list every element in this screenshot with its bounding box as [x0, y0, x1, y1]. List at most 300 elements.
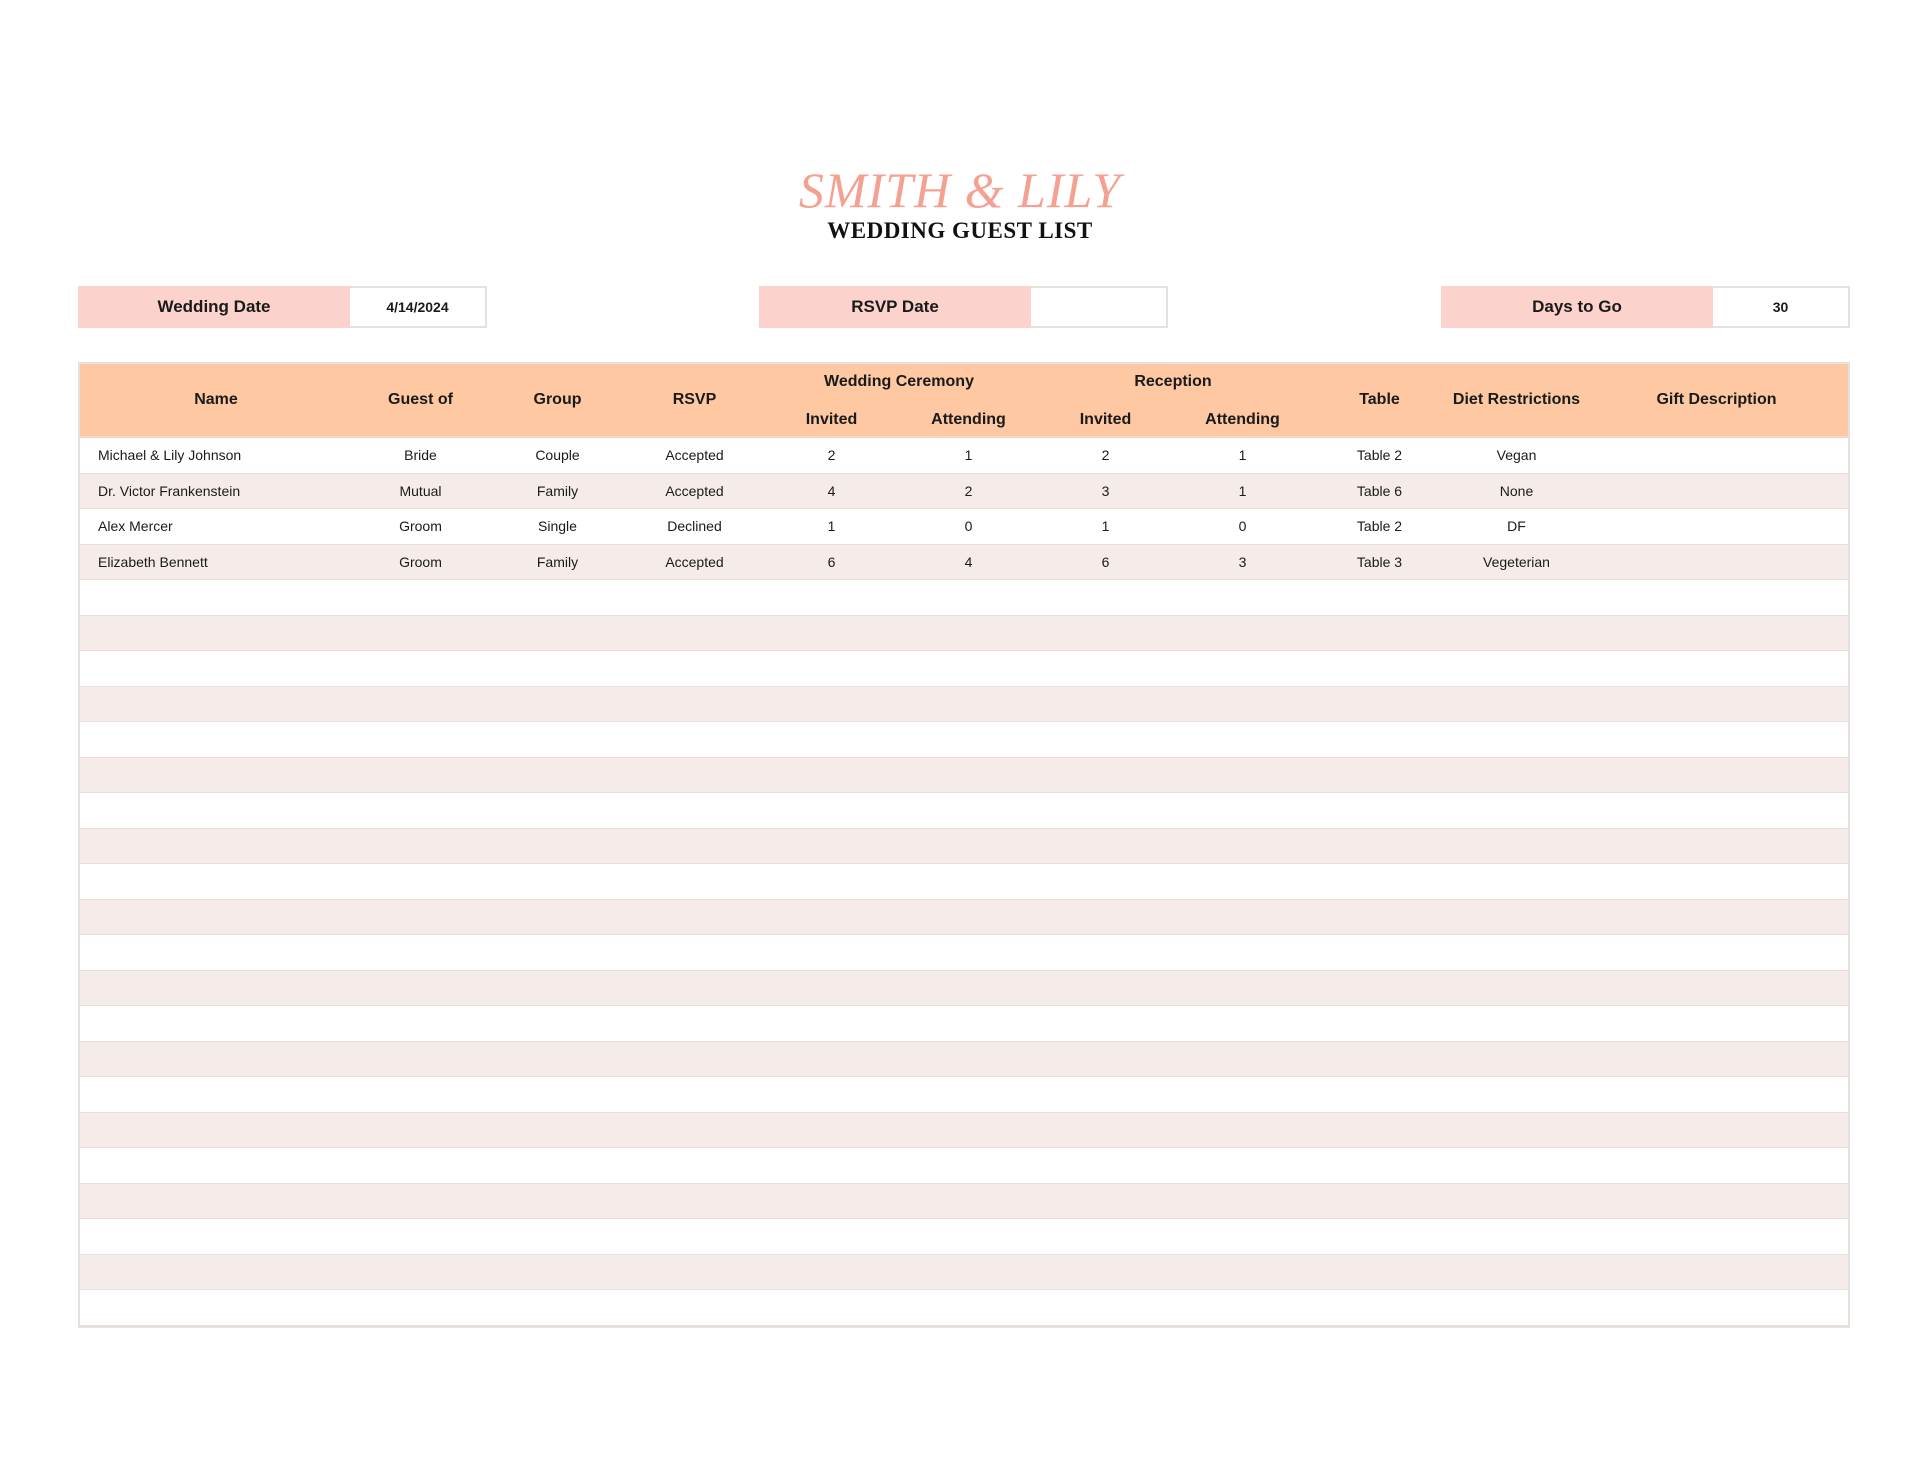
cell-guest-of[interactable]: [352, 829, 489, 863]
cell-guest-of[interactable]: Mutual: [399, 482, 442, 499]
cell-name[interactable]: [98, 1113, 352, 1147]
cell-gift[interactable]: [1585, 793, 1848, 827]
cell-cer-att[interactable]: [900, 1148, 1037, 1182]
cell-gift[interactable]: [1585, 474, 1848, 508]
cell-rsvp[interactable]: [626, 1219, 763, 1253]
cell-group[interactable]: [489, 1219, 626, 1253]
cell-guest-of[interactable]: [352, 793, 489, 827]
cell-rsvp[interactable]: [626, 900, 763, 934]
cell-table[interactable]: [1311, 829, 1448, 863]
table-row: [80, 758, 1848, 794]
cell-group[interactable]: [489, 971, 626, 1005]
cell-name[interactable]: [98, 651, 352, 685]
cell-gift[interactable]: [1585, 1184, 1848, 1218]
cell-name[interactable]: [98, 1219, 352, 1253]
cell-gift[interactable]: [1585, 651, 1848, 685]
cell-name[interactable]: [98, 793, 352, 827]
cell-diet[interactable]: [1448, 935, 1585, 969]
cell-cer-inv[interactable]: [763, 758, 900, 792]
table-row: [80, 545, 1848, 581]
cell-rec-inv[interactable]: 6: [1101, 553, 1110, 570]
table-row: [80, 509, 1848, 545]
cell-rsvp[interactable]: [626, 616, 763, 650]
cell-diet[interactable]: [1448, 1184, 1585, 1218]
cell-rec-att[interactable]: [1174, 616, 1311, 650]
cell-cer-att[interactable]: [900, 1006, 1037, 1040]
cell-table[interactable]: Table 2: [1356, 447, 1403, 463]
cell-guest-of[interactable]: [352, 1184, 489, 1218]
cell-gift[interactable]: [1585, 1290, 1848, 1324]
cell-diet[interactable]: [1448, 1042, 1585, 1076]
cell-cer-att[interactable]: [900, 1255, 1037, 1289]
table-row: [80, 1255, 1848, 1291]
cell-diet[interactable]: [1448, 1006, 1585, 1040]
cell-gift[interactable]: [1585, 1042, 1848, 1076]
cell-guest-of[interactable]: [352, 1113, 489, 1147]
cell-rec-inv[interactable]: [1037, 1184, 1174, 1218]
cell-cer-att[interactable]: [900, 1184, 1037, 1218]
cell-rsvp[interactable]: [626, 1148, 763, 1182]
wedding-date-value[interactable]: 4/14/2024: [350, 286, 487, 328]
cell-rsvp[interactable]: Accepted: [665, 447, 724, 463]
cell-cer-att[interactable]: [900, 1113, 1037, 1147]
cell-group[interactable]: [489, 1077, 626, 1111]
cell-group[interactable]: [489, 616, 626, 650]
cell-table[interactable]: [1311, 1042, 1448, 1076]
cell-gift[interactable]: [1585, 545, 1848, 579]
wedding-date-label: Wedding Date: [78, 286, 350, 328]
cell-diet[interactable]: DF: [1507, 518, 1526, 534]
cell-guest-of[interactable]: [352, 722, 489, 756]
cell-rec-inv[interactable]: 1: [1101, 518, 1110, 534]
cell-cer-att[interactable]: [900, 900, 1037, 934]
cell-diet[interactable]: [1448, 1255, 1585, 1289]
cell-diet[interactable]: Vegan: [1496, 447, 1537, 463]
cell-guest-of[interactable]: [352, 651, 489, 685]
cell-cer-inv[interactable]: [763, 864, 900, 898]
cell-rsvp[interactable]: [626, 580, 763, 614]
cell-cer-att[interactable]: [900, 616, 1037, 650]
table-header: [80, 364, 1848, 438]
cell-rsvp[interactable]: Declined: [667, 518, 722, 534]
cell-gift[interactable]: [1585, 971, 1848, 1005]
header-ceremony-attending: Attending: [931, 411, 1006, 428]
cell-table[interactable]: [1311, 1148, 1448, 1182]
cell-rsvp[interactable]: [626, 971, 763, 1005]
cell-cer-inv[interactable]: [763, 616, 900, 650]
cell-rec-att[interactable]: [1174, 900, 1311, 934]
cell-group[interactable]: [489, 1113, 626, 1147]
cell-cer-att[interactable]: [900, 864, 1037, 898]
cell-cer-att[interactable]: [900, 793, 1037, 827]
table-row: [80, 1184, 1848, 1220]
cell-diet[interactable]: [1448, 722, 1585, 756]
cell-diet[interactable]: [1448, 758, 1585, 792]
cell-rsvp[interactable]: [626, 1113, 763, 1147]
cell-table[interactable]: [1311, 1077, 1448, 1111]
cell-group[interactable]: [489, 1290, 626, 1324]
cell-table[interactable]: [1311, 864, 1448, 898]
cell-group[interactable]: [489, 1255, 626, 1289]
cell-name[interactable]: [98, 1077, 352, 1111]
cell-cer-inv[interactable]: [763, 1113, 900, 1147]
cell-rec-inv[interactable]: [1037, 971, 1174, 1005]
cell-gift[interactable]: [1585, 1113, 1848, 1147]
cell-table[interactable]: Table 3: [1356, 553, 1403, 570]
cell-cer-inv[interactable]: [763, 793, 900, 827]
cell-guest-of[interactable]: [352, 580, 489, 614]
cell-gift[interactable]: [1585, 1077, 1848, 1111]
cell-diet[interactable]: [1448, 616, 1585, 650]
cell-cer-inv[interactable]: [763, 1077, 900, 1111]
cell-diet[interactable]: [1448, 829, 1585, 863]
cell-gift[interactable]: [1585, 687, 1848, 721]
cell-group[interactable]: [489, 580, 626, 614]
cell-cer-att[interactable]: [900, 722, 1037, 756]
cell-gift[interactable]: [1585, 438, 1848, 472]
cell-rec-inv[interactable]: 3: [1101, 482, 1110, 499]
cell-diet[interactable]: [1448, 687, 1585, 721]
cell-cer-inv[interactable]: [763, 1184, 900, 1218]
cell-table[interactable]: Table 6: [1356, 482, 1403, 499]
cell-diet[interactable]: [1448, 1148, 1585, 1182]
cell-name[interactable]: [98, 616, 352, 650]
cell-name[interactable]: [98, 758, 352, 792]
cell-cer-att[interactable]: [900, 829, 1037, 863]
cell-rec-inv[interactable]: [1037, 616, 1174, 650]
cell-group[interactable]: [489, 935, 626, 969]
cell-guest-of[interactable]: [352, 616, 489, 650]
cell-rec-inv[interactable]: [1037, 829, 1174, 863]
cell-guest-of[interactable]: Bride: [404, 447, 437, 463]
cell-cer-inv[interactable]: [763, 687, 900, 721]
header-ceremony-invited: Invited: [805, 411, 858, 428]
cell-gift[interactable]: [1585, 1148, 1848, 1182]
cell-name[interactable]: Alex Mercer: [98, 518, 173, 534]
cell-gift[interactable]: [1585, 829, 1848, 863]
cell-name[interactable]: [98, 864, 352, 898]
cell-cer-inv[interactable]: [763, 1148, 900, 1182]
cell-table[interactable]: Table 2: [1356, 518, 1403, 534]
cell-rsvp[interactable]: [626, 1290, 763, 1324]
cell-gift[interactable]: [1585, 758, 1848, 792]
cell-table[interactable]: [1311, 580, 1448, 614]
cell-rec-att[interactable]: 0: [1238, 518, 1247, 534]
cell-rec-att[interactable]: [1174, 829, 1311, 863]
cell-rec-att[interactable]: [1174, 1113, 1311, 1147]
cell-rsvp[interactable]: [626, 1042, 763, 1076]
cell-cer-att[interactable]: [900, 580, 1037, 614]
cell-cer-inv[interactable]: 1: [827, 518, 836, 534]
cell-group[interactable]: Single: [538, 518, 577, 534]
cell-rsvp[interactable]: Accepted: [665, 553, 724, 570]
cell-name[interactable]: [98, 971, 352, 1005]
cell-group[interactable]: Family: [536, 553, 579, 570]
cell-guest-of[interactable]: [352, 971, 489, 1005]
cell-guest-of[interactable]: Groom: [399, 518, 442, 534]
cell-group[interactable]: Couple: [535, 447, 580, 463]
cell-cer-att[interactable]: [900, 687, 1037, 721]
cell-rsvp[interactable]: [626, 1077, 763, 1111]
cell-diet[interactable]: [1448, 971, 1585, 1005]
cell-group[interactable]: [489, 829, 626, 863]
cell-rec-att[interactable]: [1174, 722, 1311, 756]
cell-rec-inv[interactable]: [1037, 1148, 1174, 1182]
cell-rsvp[interactable]: [626, 1184, 763, 1218]
cell-table[interactable]: [1311, 1219, 1448, 1253]
cell-guest-of[interactable]: [352, 758, 489, 792]
cell-table[interactable]: [1311, 651, 1448, 685]
cell-cer-inv[interactable]: [763, 935, 900, 969]
cell-name[interactable]: Dr. Victor Frankenstein: [98, 482, 241, 499]
cell-gift[interactable]: [1585, 1006, 1848, 1040]
rsvp-date-value[interactable]: [1031, 286, 1168, 328]
cell-table[interactable]: [1311, 1006, 1448, 1040]
cell-guest-of[interactable]: [352, 1077, 489, 1111]
table-row: [80, 438, 1848, 474]
cell-rec-inv[interactable]: [1037, 580, 1174, 614]
cell-cer-inv[interactable]: 4: [827, 482, 836, 499]
cell-cer-inv[interactable]: [763, 722, 900, 756]
header-group: Group: [533, 391, 582, 408]
page-subtitle: WEDDING GUEST LIST: [827, 218, 1093, 243]
cell-rec-inv[interactable]: [1037, 1290, 1174, 1324]
cell-rec-att[interactable]: [1174, 651, 1311, 685]
cell-diet[interactable]: [1448, 1219, 1585, 1253]
cell-table[interactable]: [1311, 900, 1448, 934]
cell-rec-inv[interactable]: [1037, 1255, 1174, 1289]
cell-rsvp[interactable]: [626, 829, 763, 863]
cell-gift[interactable]: [1585, 722, 1848, 756]
cell-rec-inv[interactable]: [1037, 1077, 1174, 1111]
cell-cer-inv[interactable]: [763, 1219, 900, 1253]
cell-group[interactable]: [489, 758, 626, 792]
cell-cer-att[interactable]: 2: [964, 482, 973, 499]
cell-rec-inv[interactable]: [1037, 687, 1174, 721]
cell-rec-inv[interactable]: [1037, 864, 1174, 898]
cell-diet[interactable]: Vegeterian: [1483, 553, 1550, 570]
cell-table[interactable]: [1311, 1184, 1448, 1218]
cell-rec-inv[interactable]: [1037, 935, 1174, 969]
cell-guest-of[interactable]: [352, 1148, 489, 1182]
cell-rsvp[interactable]: [626, 651, 763, 685]
header-wedding-ceremony: Wedding Ceremony: [824, 373, 974, 390]
cell-rec-att[interactable]: [1174, 687, 1311, 721]
cell-table[interactable]: [1311, 758, 1448, 792]
cell-cer-att[interactable]: [900, 651, 1037, 685]
cell-rec-inv[interactable]: [1037, 1006, 1174, 1040]
cell-cer-inv[interactable]: [763, 1006, 900, 1040]
cell-name[interactable]: [98, 1006, 352, 1040]
cell-rsvp[interactable]: [626, 935, 763, 969]
cell-rec-inv[interactable]: [1037, 722, 1174, 756]
header-reception-invited: Invited: [1079, 411, 1132, 428]
cell-cer-att[interactable]: [900, 1077, 1037, 1111]
cell-rec-att[interactable]: [1174, 580, 1311, 614]
table-row: [80, 687, 1848, 723]
cell-rsvp[interactable]: Accepted: [665, 482, 724, 499]
cell-group[interactable]: Family: [536, 482, 579, 499]
cell-cer-att[interactable]: [900, 1290, 1037, 1324]
cell-gift[interactable]: [1585, 580, 1848, 614]
cell-table[interactable]: [1311, 793, 1448, 827]
cell-group[interactable]: [489, 651, 626, 685]
cell-gift[interactable]: [1585, 935, 1848, 969]
cell-guest-of[interactable]: [352, 900, 489, 934]
rsvp-date-box: [759, 286, 1168, 328]
cell-group[interactable]: [489, 864, 626, 898]
cell-cer-inv[interactable]: [763, 1255, 900, 1289]
cell-cer-att[interactable]: 1: [964, 447, 973, 463]
cell-name[interactable]: [98, 580, 352, 614]
cell-diet[interactable]: [1448, 900, 1585, 934]
cell-cer-inv[interactable]: [763, 651, 900, 685]
cell-cer-inv[interactable]: [763, 580, 900, 614]
cell-rec-att[interactable]: [1174, 1290, 1311, 1324]
cell-diet[interactable]: [1448, 651, 1585, 685]
cell-rec-inv[interactable]: [1037, 1113, 1174, 1147]
cell-rec-att[interactable]: [1174, 1184, 1311, 1218]
cell-rec-att[interactable]: [1174, 758, 1311, 792]
cell-name[interactable]: Michael & Lily Johnson: [98, 447, 242, 463]
cell-table[interactable]: [1311, 1255, 1448, 1289]
cell-table[interactable]: [1311, 935, 1448, 969]
cell-rec-att[interactable]: [1174, 864, 1311, 898]
cell-group[interactable]: [489, 1184, 626, 1218]
cell-rec-att[interactable]: 1: [1238, 482, 1247, 499]
cell-rec-att[interactable]: [1174, 1042, 1311, 1076]
cell-group[interactable]: [489, 1148, 626, 1182]
cell-table[interactable]: [1311, 971, 1448, 1005]
header-rsvp: RSVP: [672, 391, 717, 408]
cell-name[interactable]: Elizabeth Bennett: [98, 553, 208, 570]
cell-rsvp[interactable]: [626, 1006, 763, 1040]
cell-table[interactable]: [1311, 1113, 1448, 1147]
cell-guest-of[interactable]: [352, 1006, 489, 1040]
cell-rec-inv[interactable]: [1037, 651, 1174, 685]
cell-diet[interactable]: [1448, 864, 1585, 898]
cell-guest-of[interactable]: [352, 687, 489, 721]
cell-guest-of[interactable]: [352, 1290, 489, 1324]
cell-rsvp[interactable]: [626, 758, 763, 792]
cell-name[interactable]: [98, 1184, 352, 1218]
cell-rec-att[interactable]: [1174, 1219, 1311, 1253]
cell-guest-of[interactable]: [352, 1255, 489, 1289]
cell-cer-att[interactable]: 4: [964, 553, 973, 570]
cell-rec-att[interactable]: 1: [1238, 447, 1247, 463]
cell-rec-inv[interactable]: [1037, 1042, 1174, 1076]
cell-gift[interactable]: [1585, 1255, 1848, 1289]
cell-diet[interactable]: [1448, 580, 1585, 614]
cell-guest-of[interactable]: Groom: [399, 553, 442, 570]
cell-cer-inv[interactable]: [763, 1042, 900, 1076]
cell-name[interactable]: [98, 1290, 352, 1324]
cell-rec-inv[interactable]: [1037, 793, 1174, 827]
cell-cer-att[interactable]: [900, 935, 1037, 969]
table-row: [80, 1113, 1848, 1149]
cell-table[interactable]: [1311, 616, 1448, 650]
cell-diet[interactable]: [1448, 1113, 1585, 1147]
cell-guest-of[interactable]: [352, 1042, 489, 1076]
cell-rec-inv[interactable]: [1037, 1219, 1174, 1253]
cell-rsvp[interactable]: [626, 1255, 763, 1289]
cell-cer-att[interactable]: [900, 971, 1037, 1005]
cell-diet[interactable]: [1448, 1290, 1585, 1324]
cell-rec-att[interactable]: [1174, 1006, 1311, 1040]
cell-cer-att[interactable]: 0: [964, 518, 973, 534]
cell-cer-att[interactable]: [900, 758, 1037, 792]
cell-group[interactable]: [489, 687, 626, 721]
cell-diet[interactable]: [1448, 793, 1585, 827]
cell-cer-att[interactable]: [900, 1042, 1037, 1076]
cell-gift[interactable]: [1585, 864, 1848, 898]
cell-name[interactable]: [98, 1148, 352, 1182]
cell-rec-att[interactable]: 3: [1238, 553, 1247, 570]
cell-cer-inv[interactable]: [763, 971, 900, 1005]
cell-table[interactable]: [1311, 687, 1448, 721]
cell-table[interactable]: [1311, 1290, 1448, 1324]
cell-name[interactable]: [98, 900, 352, 934]
cell-rec-inv[interactable]: [1037, 900, 1174, 934]
cell-guest-of[interactable]: [352, 864, 489, 898]
cell-table[interactable]: [1311, 722, 1448, 756]
cell-rec-att[interactable]: [1174, 1148, 1311, 1182]
cell-name[interactable]: [98, 1042, 352, 1076]
cell-name[interactable]: [98, 1255, 352, 1289]
cell-group[interactable]: [489, 1006, 626, 1040]
cell-guest-of[interactable]: [352, 1219, 489, 1253]
cell-gift[interactable]: [1585, 509, 1848, 543]
cell-rec-inv[interactable]: [1037, 758, 1174, 792]
cell-cer-inv[interactable]: [763, 1290, 900, 1324]
cell-cer-inv[interactable]: 2: [827, 447, 836, 463]
cell-diet[interactable]: [1448, 1077, 1585, 1111]
cell-rec-att[interactable]: [1174, 971, 1311, 1005]
cell-group[interactable]: [489, 722, 626, 756]
table-row: [80, 1219, 1848, 1255]
cell-rec-att[interactable]: [1174, 935, 1311, 969]
cell-cer-inv[interactable]: [763, 900, 900, 934]
cell-gift[interactable]: [1585, 616, 1848, 650]
cell-name[interactable]: [98, 935, 352, 969]
cell-group[interactable]: [489, 900, 626, 934]
cell-cer-inv[interactable]: [763, 829, 900, 863]
cell-guest-of[interactable]: [352, 935, 489, 969]
days-to-go-value[interactable]: 30: [1713, 286, 1850, 328]
couple-title: SMITH & LILY: [798, 162, 1122, 218]
cell-name[interactable]: [98, 687, 352, 721]
cell-gift[interactable]: [1585, 900, 1848, 934]
cell-rec-inv[interactable]: 2: [1101, 447, 1110, 463]
table-row: [80, 722, 1848, 758]
cell-group[interactable]: [489, 793, 626, 827]
cell-group[interactable]: [489, 1042, 626, 1076]
cell-rec-att[interactable]: [1174, 793, 1311, 827]
cell-rec-att[interactable]: [1174, 1255, 1311, 1289]
cell-rsvp[interactable]: [626, 687, 763, 721]
cell-rsvp[interactable]: [626, 722, 763, 756]
cell-cer-inv[interactable]: 6: [827, 553, 836, 570]
cell-cer-att[interactable]: [900, 1219, 1037, 1253]
wedding-date-box: [78, 286, 487, 328]
cell-gift[interactable]: [1585, 1219, 1848, 1253]
cell-diet[interactable]: None: [1499, 482, 1534, 499]
cell-rec-att[interactable]: [1174, 1077, 1311, 1111]
cell-name[interactable]: [98, 829, 352, 863]
cell-rsvp[interactable]: [626, 793, 763, 827]
cell-rsvp[interactable]: [626, 864, 763, 898]
cell-name[interactable]: [98, 722, 352, 756]
